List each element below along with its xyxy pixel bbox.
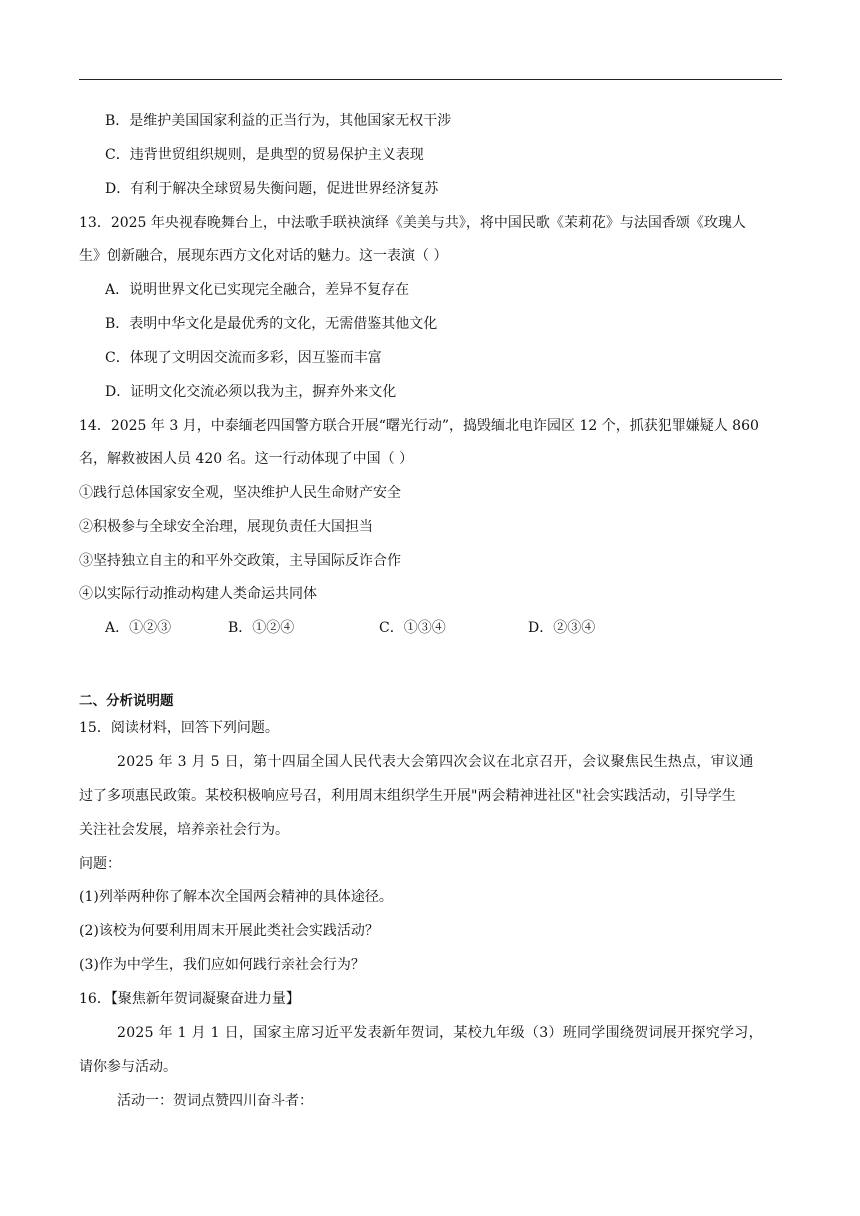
q15-question-label: 问题： (79, 856, 121, 872)
q15-part-3: (3)作为中学生，我们应如何践行亲社会行为？ (79, 957, 365, 973)
q13-option-c: C．体现了文明因交流而多彩，因互鉴而丰富 (105, 350, 382, 366)
q14-statement-1: ①践行总体国家安全观，坚决维护人民生命财产安全 (79, 485, 401, 501)
q13-option-d: D．证明文化交流必须以我为主，摒弃外来文化 (105, 384, 397, 400)
q14-statement-4: ④以实际行动推动构建人类命运共同体 (79, 586, 317, 602)
q15-material-line2: 过了多项惠民政策。某校积极响应号召，利用周末组织学生开展"两会精神进社区"社会实践活动，引导学生 (79, 788, 736, 804)
q15-material-line1: 2025 年 3 月 5 日，第十四届全国人民代表大会第四次会议在北京召开，会议聚焦民生热点，审议通 (117, 754, 754, 770)
q14-stem-line2: 名，解救被困人员 420 名。这一行动体现了中国（ ） (79, 451, 414, 467)
q16-material-line2: 请你参与活动。 (79, 1059, 177, 1075)
q14-option-a: A．①②③ (105, 620, 172, 636)
q13-stem-line1: 13．2025 年央视春晚舞台上，中法歌手联袂演绎《美美与共》，将中国民歌《茉莉花》与法国香颂《玫瑰人 (79, 215, 746, 231)
section-title: 二、分析说明题 (79, 693, 174, 709)
q13-option-a: A．说明世界文化已实现完全融合，差异不复存在 (105, 282, 410, 298)
q14-option-c: C．①③④ (379, 620, 446, 636)
q12-option-b: B．是维护美国国家利益的正当行为，其他国家无权干涉 (105, 113, 452, 129)
q13-stem-line2: 生》创新融合，展现东西方文化对话的魅力。这一表演（ ） (79, 248, 448, 264)
header-rule (79, 79, 782, 80)
q14-statement-2: ②积极参与全球安全治理，展现负责任大国担当 (79, 519, 373, 535)
q15-stem: 15．阅读材料，回答下列问题。 (79, 720, 279, 736)
q15-material-line3: 关注社会发展，培养亲社会行为。 (79, 822, 289, 838)
q16-material-line1: 2025 年 1 月 1 日，国家主席习近平发表新年贺词，某校九年级（3）班同学围绕贺词展开探究学习， (117, 1025, 763, 1041)
q12-option-d: D．有利于解决全球贸易失衡问题，促进世界经济复苏 (105, 181, 439, 197)
q16-activity-1: 活动一：贺词点赞四川奋斗者： (117, 1093, 313, 1109)
q14-stem-line1: 14．2025 年 3 月，中泰缅老四国警方联合开展“曙光行动”，捣毁缅北电诈园区 12 个，抓获犯罪嫌疑人 860 (79, 418, 759, 434)
q13-option-b: B．表明中华文化是最优秀的文化，无需借鉴其他文化 (105, 316, 438, 332)
q15-part-1: (1)列举两种你了解本次全国两会精神的具体途径。 (79, 889, 393, 905)
q14-statement-3: ③坚持独立自主的和平外交政策，主导国际反诈合作 (79, 553, 401, 569)
q14-option-b: B．①②④ (228, 620, 295, 636)
q14-option-d: D．②③④ (528, 620, 596, 636)
q15-part-2: (2)该校为何要利用周末开展此类社会实践活动？ (79, 923, 379, 939)
q16-title: 16．【聚焦新年贺词凝聚奋进力量】 (79, 991, 300, 1007)
q12-option-c: C．违背世贸组织规则，是典型的贸易保护主义表现 (105, 147, 424, 163)
